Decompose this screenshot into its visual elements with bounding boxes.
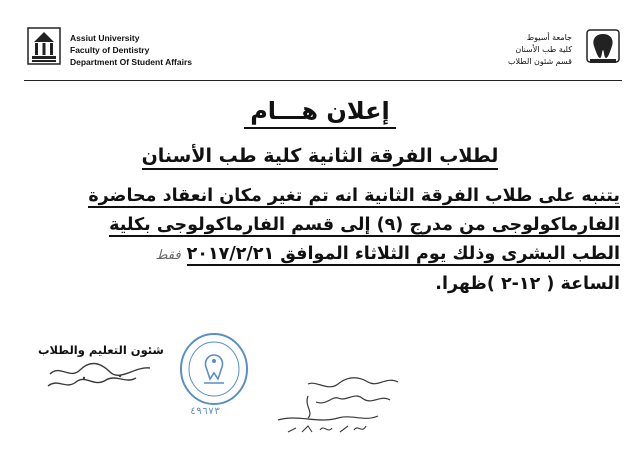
header-arabic [508,32,572,68]
official-stamp-icon [178,331,250,407]
department-name-en: Department Of Student Affairs [70,57,193,67]
university-name-ar: جامعة أسيوط [526,33,572,42]
body-line-1: يتنبه على طلاب الفرقة الثانية انه تم تغير مكان انعقاد محاضرة [88,186,620,206]
stamp-number: ٤٩٦٧٣ [190,407,221,418]
handwritten-note: فقط [155,248,181,263]
header-divider [24,80,622,81]
faculty-logo-icon [584,26,622,66]
body-line-4: الساعة ( ١٢-٢ )ظهرا. [435,274,620,294]
university-logo-icon [26,26,62,66]
footer-department: شئون التعليم والطلاب [38,343,164,357]
department-name-ar: قسم شئون الطلاب [507,57,572,66]
university-name-en: Assiut University [70,33,140,43]
faculty-name-ar: كلية طب الأسنان [515,45,572,54]
notice-title: إعلان هـــام [0,96,640,126]
body-line-3: الطب البشرى وذلك يوم الثلاثاء الموافق ٢٠١٧/٢/٢١فقط [155,244,620,264]
notice-subtitle: لطلاب الفرقة الثانية كلية طب الأسنان [0,143,640,169]
header-english [70,32,192,68]
signature-left-icon [40,356,160,396]
faculty-name-en: Faculty of Dentistry [70,45,150,55]
notice-body [60,182,620,299]
body-line-2: الفارماكولوجى من مدرج (٩) إلى قسم الفارماكولوجى بكلية [109,215,620,235]
signature-right-icon [268,372,408,442]
